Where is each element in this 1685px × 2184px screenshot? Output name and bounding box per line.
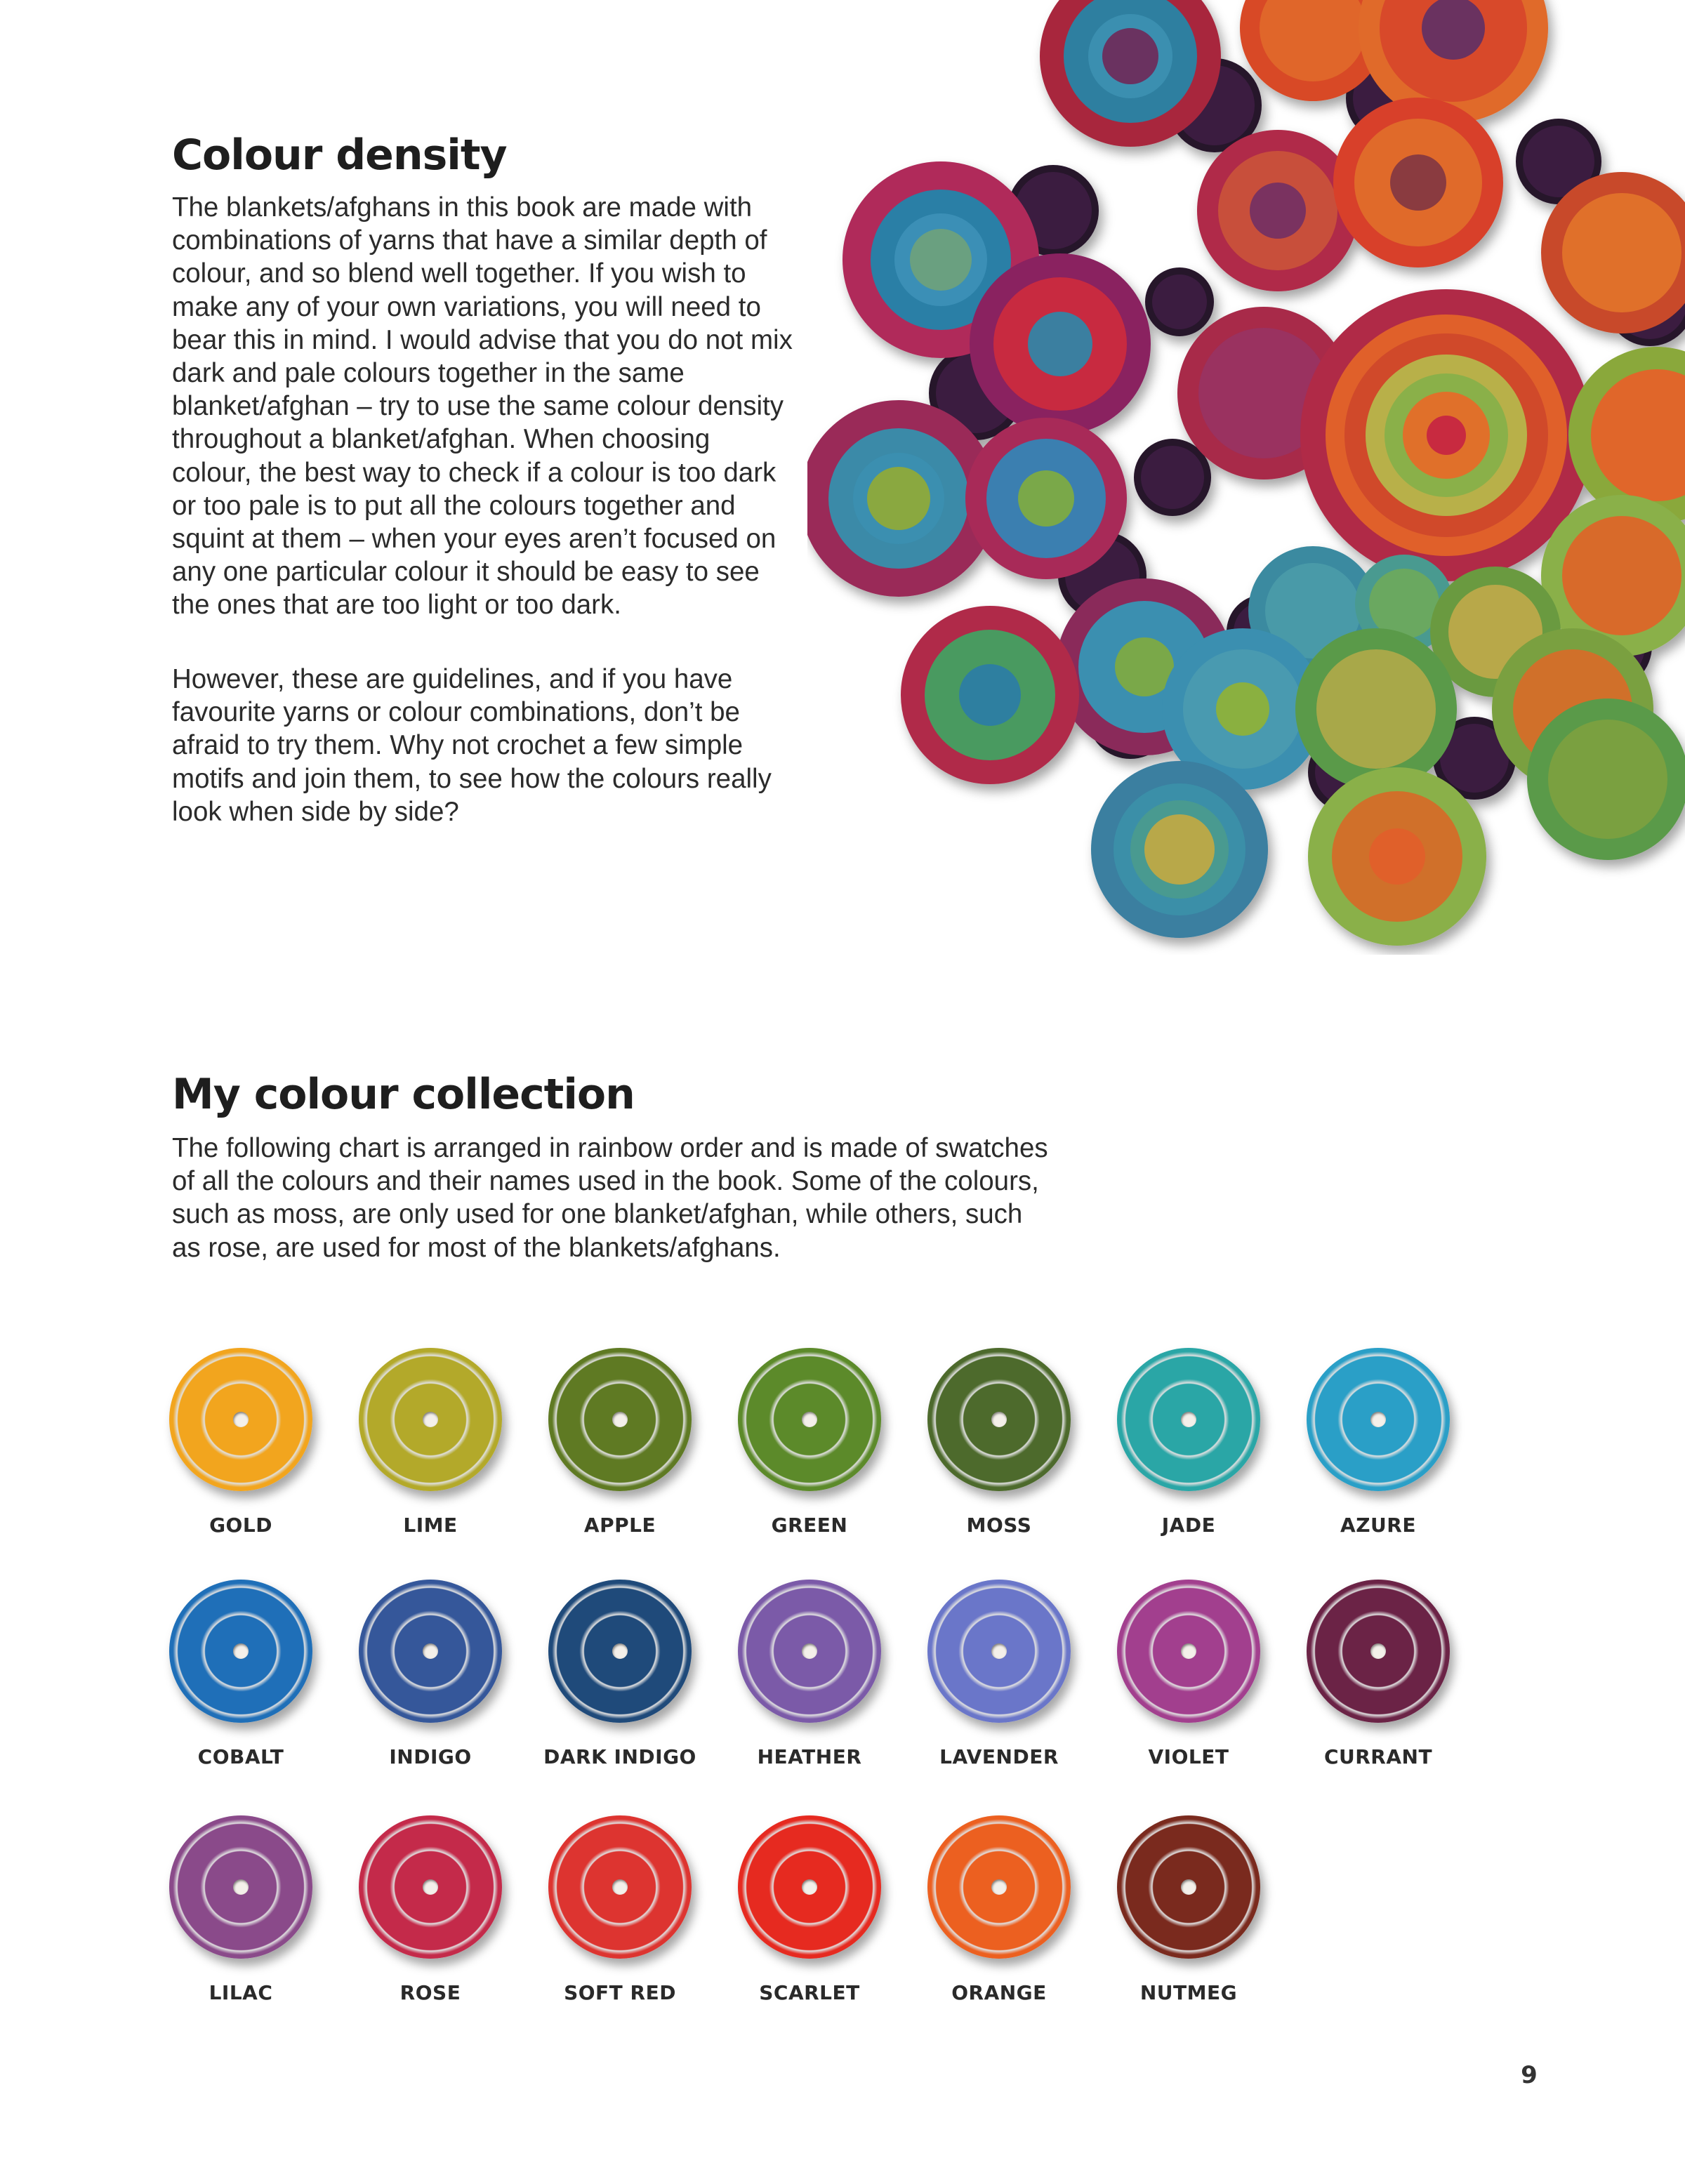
- crochet-swatch-image: [359, 1348, 502, 1491]
- swatch-jade: [1097, 1348, 1280, 1558]
- swatch-currant: [1287, 1580, 1469, 1790]
- swatch-label: GOLD: [209, 1514, 272, 1537]
- heading-my-colour-collection: My colour collection: [172, 1070, 635, 1119]
- swatch-heather: [718, 1580, 901, 1790]
- swatch-label: AZURE: [1340, 1514, 1416, 1537]
- swatch-label: MOSS: [966, 1514, 1032, 1537]
- crochet-swatch-image: [548, 1348, 692, 1491]
- crochet-swatch-image: [927, 1348, 1071, 1491]
- swatch-label: APPLE: [583, 1514, 656, 1537]
- crochet-swatch-image: [738, 1580, 881, 1723]
- swatch-lavender: [908, 1580, 1090, 1790]
- swatch-label: VIOLET: [1148, 1745, 1229, 1768]
- swatch-label: LIME: [403, 1514, 458, 1537]
- swatch-label: INDIGO: [389, 1745, 472, 1768]
- crochet-swatch-image: [1117, 1580, 1260, 1723]
- crochet-swatch-image: [1117, 1815, 1260, 1959]
- paragraph-colour-collection: The following chart is arranged in rainbow order and is made of swatches of all the colours and their names used in the book. Some of the colours, such as moss, are only used for one blanket/afghan, while others, such as rose, are used for most of the blankets/afghans.: [172, 1133, 1048, 1263]
- swatch-scarlet: [718, 1815, 901, 2026]
- crochet-swatch-image: [927, 1580, 1071, 1723]
- crochet-swatch-image: [548, 1815, 692, 1959]
- crochet-swatch-image: [548, 1580, 692, 1723]
- swatch-label: ORANGE: [951, 1981, 1047, 2004]
- swatch-label: DARK INDIGO: [543, 1745, 696, 1768]
- swatch-label: COBALT: [197, 1745, 284, 1768]
- swatch-label: HEATHER: [757, 1745, 862, 1768]
- swatch-dark-indigo: [529, 1580, 711, 1790]
- heading-colour-density: Colour density: [172, 131, 507, 180]
- swatch-label: LAVENDER: [939, 1745, 1059, 1768]
- swatch-cobalt: [150, 1580, 332, 1790]
- swatch-label: JADE: [1161, 1514, 1216, 1537]
- swatch-label: SCARLET: [759, 1981, 860, 2004]
- swatch-lime: [339, 1348, 522, 1558]
- crochet-swatch-image: [359, 1580, 502, 1723]
- swatch-label: NUTMEG: [1139, 1981, 1238, 2004]
- swatch-label: GREEN: [771, 1514, 848, 1537]
- swatch-lilac: [150, 1815, 332, 2026]
- swatch-label: CURRANT: [1323, 1745, 1433, 1768]
- crochet-swatch-image: [738, 1815, 881, 1959]
- paragraph-colour-density-2: However, these are guidelines, and if you have favourite yarns or colour combinations, don’t be afraid to try them. Why not crochet a few simple motifs and join them, to see how the colours really look when side by side?: [172, 664, 772, 827]
- crochet-swatch-image: [1117, 1348, 1260, 1491]
- swatch-gold: [150, 1348, 332, 1558]
- swatch-rose: [339, 1815, 522, 2026]
- paragraph-colour-density-1: The blankets/afghans in this book are made with combinations of yarns that have a similar depth of colour, and so blend well together. If you wish to make any of your own variations, you will need to bear this in mind. I would advise that you do not mix dark and pale colours together in the same blanket/afghan – try to use the same colour density throughout a blanket/afghan. When choosing colour, the best way to check if a colour is too dark or too pale is to put all the colours together and squint at them – when your eyes aren’t focused on any one particular colour it should be easy to see the ones that are too light or too dark.: [172, 192, 793, 621]
- crochet-swatch-image: [169, 1580, 312, 1723]
- swatch-green: [718, 1348, 901, 1558]
- swatch-nutmeg: [1097, 1815, 1280, 2026]
- crochet-swatch-image: [1307, 1348, 1450, 1491]
- swatch-label: LILAC: [209, 1981, 273, 2004]
- swatch-soft-red: [529, 1815, 711, 2026]
- crochet-swatch-image: [738, 1348, 881, 1491]
- swatch-azure: [1287, 1348, 1469, 1558]
- swatch-indigo: [339, 1580, 522, 1790]
- swatch-violet: [1097, 1580, 1280, 1790]
- swatch-apple: [529, 1348, 711, 1558]
- crochet-swatch-image: [1307, 1580, 1450, 1723]
- crochet-swatch-image: [169, 1348, 312, 1491]
- swatch-label: ROSE: [399, 1981, 461, 2004]
- crochet-swatch-image: [169, 1815, 312, 1959]
- swatch-orange: [908, 1815, 1090, 2026]
- crochet-swatch-image: [927, 1815, 1071, 1959]
- swatch-label: SOFT RED: [564, 1981, 676, 2004]
- crochet-motif-cluster-image: [807, 0, 1685, 955]
- swatch-moss: [908, 1348, 1090, 1558]
- page-number: 9: [1521, 2061, 1538, 2089]
- crochet-swatch-image: [359, 1815, 502, 1959]
